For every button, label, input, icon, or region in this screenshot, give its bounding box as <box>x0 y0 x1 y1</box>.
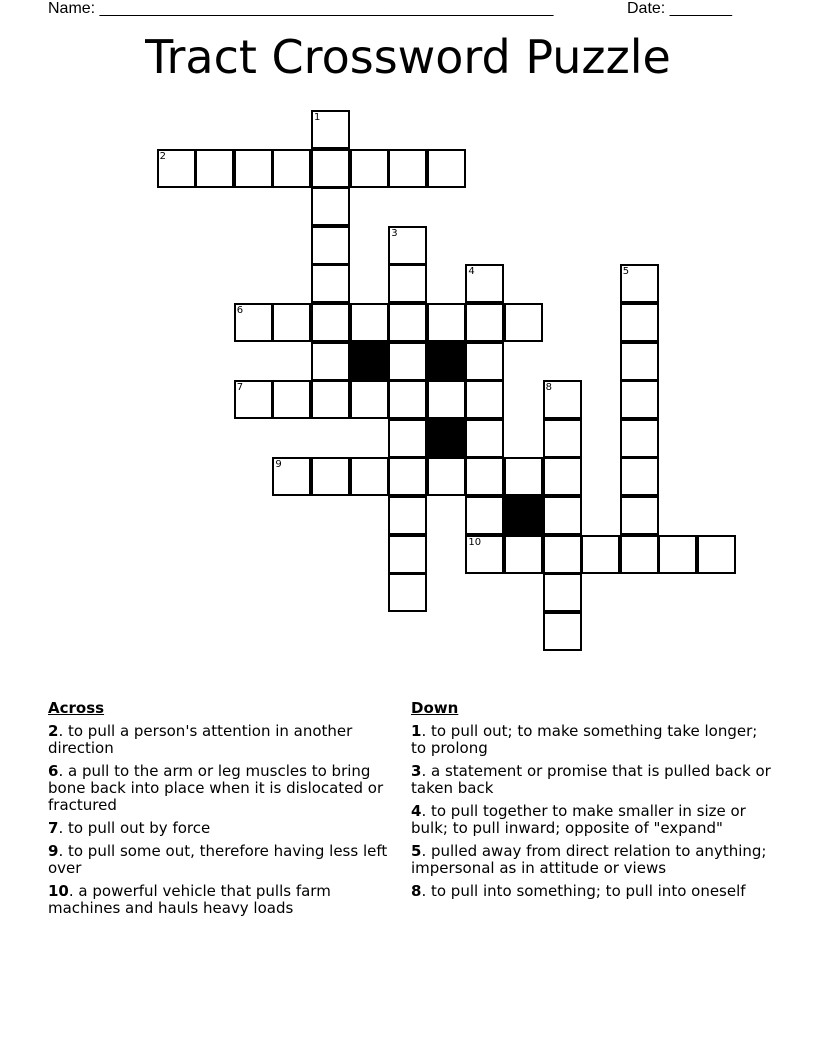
down-clue: 8. to pull into something; to pull into oneself <box>411 882 746 900</box>
across-clue: 6. a pull to the arm or leg muscles to bring bone back into place when it is dislocated or fractured <box>48 762 384 814</box>
grid-cell[interactable] <box>465 380 504 419</box>
grid-cell[interactable] <box>388 457 427 496</box>
across-clue: 9. to pull some out, therefore having less left over <box>48 842 388 877</box>
clue-number: 4 <box>411 802 422 820</box>
clue-text: a pull to the arm or leg muscles to bring bone back into place when it is dislocated or fractured <box>48 762 384 814</box>
grid-cell[interactable] <box>311 226 350 265</box>
grid-cell[interactable] <box>311 303 350 342</box>
grid-cell[interactable] <box>272 149 311 188</box>
clue-text: to pull out; to make something take longer; to prolong <box>411 722 758 757</box>
clue-text: a powerful vehicle that pulls farm machines and hauls heavy loads <box>48 882 331 917</box>
clue-number-label: 2 <box>159 150 166 162</box>
clue-number: 1 <box>411 722 422 740</box>
grid-cell[interactable] <box>504 303 543 342</box>
grid-cell[interactable] <box>427 303 466 342</box>
clue-number: 6 <box>48 762 59 780</box>
clue-number: 8 <box>411 882 422 900</box>
grid-cell[interactable] <box>697 535 736 574</box>
grid-cell[interactable] <box>388 149 427 188</box>
down-clues <box>411 700 771 906</box>
across-clues <box>48 700 393 923</box>
grid-cell[interactable] <box>272 457 311 496</box>
clue-number: 3 <box>411 762 422 780</box>
grid-cell[interactable] <box>620 380 659 419</box>
grid-cell[interactable] <box>311 457 350 496</box>
grid-cell[interactable] <box>504 457 543 496</box>
grid-block <box>504 496 543 535</box>
grid-cell[interactable] <box>543 496 582 535</box>
down-clue: 5. pulled away from direct relation to anything; impersonal as in attitude or views <box>411 842 767 877</box>
grid-cell[interactable] <box>388 419 427 458</box>
clue-text: to pull a person's attention in another direction <box>48 722 353 757</box>
across-clue: 2. to pull a person's attention in another direction <box>48 722 353 757</box>
clue-number-label: 7 <box>236 382 244 394</box>
grid-cell[interactable] <box>311 380 350 419</box>
clue-text: a statement or promise that is pulled back or taken back <box>411 762 771 797</box>
grid-cell[interactable] <box>543 457 582 496</box>
grid-cell[interactable] <box>350 457 389 496</box>
grid-cell[interactable] <box>620 457 659 496</box>
grid-cell[interactable] <box>543 535 582 574</box>
clue-number: 7 <box>48 819 59 837</box>
across-heading: Across <box>48 699 105 717</box>
grid-cell[interactable] <box>465 457 504 496</box>
grid-cell[interactable] <box>388 496 427 535</box>
grid-cell[interactable] <box>350 303 389 342</box>
grid-cell[interactable] <box>581 535 620 574</box>
grid-cell[interactable] <box>465 419 504 458</box>
grid-cell[interactable] <box>234 149 273 188</box>
clue-text: to pull out by force <box>67 819 211 837</box>
clue-number-label: 3 <box>391 227 398 239</box>
clue-number: 10 <box>48 882 69 900</box>
grid-cell[interactable] <box>620 342 659 381</box>
date-field: Date: _______ <box>627 0 732 17</box>
clue-number-label: 4 <box>468 266 475 278</box>
clue-text: pulled away from direct relation to anything; impersonal as in attitude or views <box>411 842 767 877</box>
grid-cell[interactable] <box>465 303 504 342</box>
grid-cell[interactable] <box>388 573 427 612</box>
grid-cell[interactable] <box>157 149 196 188</box>
grid-cell[interactable] <box>272 380 311 419</box>
clue-number: 2 <box>48 722 59 740</box>
page-title: Tract Crossword Puzzle <box>145 30 671 84</box>
grid-cell[interactable] <box>195 149 234 188</box>
grid-cell[interactable] <box>658 535 697 574</box>
grid-cell[interactable] <box>311 264 350 303</box>
grid-cell[interactable] <box>620 303 659 342</box>
grid-cell[interactable] <box>388 342 427 381</box>
grid-cell[interactable] <box>272 303 311 342</box>
grid-cell[interactable] <box>234 380 273 419</box>
grid-cell[interactable] <box>311 187 350 226</box>
grid-cell[interactable] <box>311 110 350 149</box>
grid-cell[interactable] <box>543 573 582 612</box>
grid-cell[interactable] <box>388 264 427 303</box>
name-field: Name: ___________________________________________________ <box>48 0 554 17</box>
grid-cell[interactable] <box>388 535 427 574</box>
grid-cell[interactable] <box>234 303 273 342</box>
grid-cell[interactable] <box>350 149 389 188</box>
down-clue: 4. to pull together to make smaller in size or bulk; to pull inward; opposite of "expand" <box>411 802 746 837</box>
grid-cell[interactable] <box>465 264 504 303</box>
grid-cell[interactable] <box>350 380 389 419</box>
grid-cell[interactable] <box>465 496 504 535</box>
clue-text: to pull some out, therefore having less left over <box>48 842 388 877</box>
grid-cell[interactable] <box>504 535 543 574</box>
grid-cell[interactable] <box>311 342 350 381</box>
clue-text: to pull together to make smaller in size or bulk; to pull inward; opposite of "expand" <box>411 802 746 837</box>
grid-cell[interactable] <box>311 149 350 188</box>
grid-cell[interactable] <box>620 264 659 303</box>
clue-number: 5 <box>411 842 422 860</box>
grid-cell[interactable] <box>543 419 582 458</box>
across-clue: 7. to pull out by force <box>48 819 211 837</box>
clue-number-label: 1 <box>314 112 321 123</box>
grid-cell[interactable] <box>620 496 659 535</box>
clue-number-label: 9 <box>275 459 282 471</box>
grid-cell[interactable] <box>620 419 659 458</box>
clue-number-label: 10 <box>468 536 482 548</box>
down-clue: 1. to pull out; to make something take longer; to prolong <box>411 722 758 757</box>
clue-number: 9 <box>48 842 59 860</box>
grid-cell[interactable] <box>620 535 659 574</box>
grid-block <box>350 342 389 381</box>
grid-cell[interactable] <box>427 149 466 188</box>
down-heading: Down <box>411 699 459 717</box>
clue-number-label: 6 <box>236 305 244 316</box>
grid-cell[interactable] <box>543 612 582 651</box>
grid-cell[interactable] <box>543 380 582 419</box>
grid-cell[interactable] <box>427 380 466 419</box>
grid-cell[interactable] <box>388 226 427 265</box>
grid-cell[interactable] <box>465 342 504 381</box>
down-clue: 3. a statement or promise that is pulled back or taken back <box>411 762 771 797</box>
grid-cell[interactable] <box>388 303 427 342</box>
clue-number-label: 5 <box>622 266 630 278</box>
grid-cell[interactable] <box>388 380 427 419</box>
clue-text: to pull into something; to pull into oneself <box>430 882 746 900</box>
grid-block <box>427 342 466 381</box>
grid-cell[interactable] <box>465 535 504 574</box>
clue-number-label: 8 <box>545 382 552 394</box>
across-clue: 10. a powerful vehicle that pulls farm machines and hauls heavy loads <box>48 882 331 917</box>
grid-block <box>427 419 466 458</box>
grid-cell[interactable] <box>427 457 466 496</box>
